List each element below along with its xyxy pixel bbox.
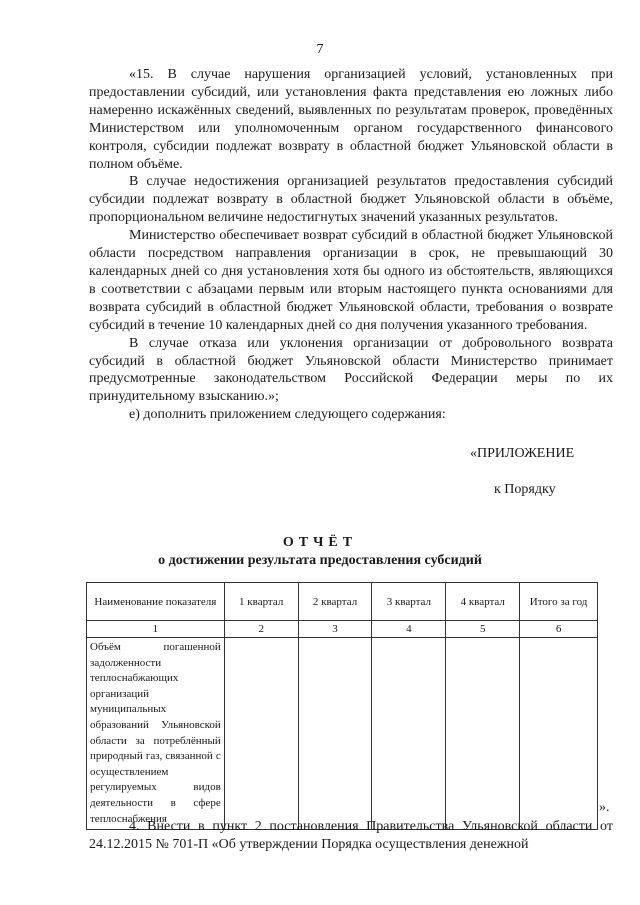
- paragraph-4: В случае отказа или уклонения организации от добровольного возврата субсидий в областной бюджет Ульяновской области Министерство принимает предусмотренные законодательством Российской Федерации меры по их принудительному взысканию.»;: [89, 335, 613, 405]
- closing-text: [89, 818, 613, 854]
- header-q2: 2 квартал: [298, 583, 372, 621]
- cell-total: [520, 638, 598, 830]
- paragraph-3: Министерство обеспечивает возврат субсидий в областной бюджет Ульяновской области посредством направления организации в срок, не превышающий 30 календарных дней со дня установления хотя бы одного из обстоятельств, являющихся в соответствии с абзацами первым или вторым настоящего пункта основаниями для возврата субсидий в областной бюджет Ульяновской области, требования о возврате субсидий в течение 10 календарных дней со дня получения указанного требования.: [89, 228, 613, 333]
- report-title: ОТЧЁТ: [282, 535, 358, 550]
- table-row: [87, 638, 598, 830]
- header-total: Итого за год: [520, 583, 598, 621]
- appendix-label: «ПРИЛОЖЕНИЕ: [470, 446, 575, 461]
- col-number: 2: [224, 621, 298, 638]
- page-number: 7: [316, 42, 324, 57]
- col-number: 6: [520, 621, 598, 638]
- col-number: 1: [87, 621, 225, 638]
- paragraph-5: е) дополнить приложением следующего содержания:: [129, 407, 446, 423]
- body-text: [89, 66, 613, 424]
- cell-q2: [298, 638, 372, 830]
- cell-q1: [224, 638, 298, 830]
- cell-q4: [446, 638, 520, 830]
- table-closing-quote: ».: [599, 800, 610, 815]
- appendix-sub: к Порядку: [494, 482, 556, 497]
- paragraph-2: В случае недостижения организацией результатов предоставления субсидий субсидии подлежат возврату в областной бюджет Ульяновской области в объёме, пропорциональном величине недостигнутых значений указанных результатов.: [89, 174, 613, 226]
- col-number: 3: [298, 621, 372, 638]
- col-number: 4: [372, 621, 446, 638]
- closing-paragraph: 4. Внести в пункт 2 постановления Правительства Ульяновской области от 24.12.2015 № 701-П «Об утверждении Порядка осуществления денежной: [89, 819, 613, 852]
- row-indicator-label: Объём погашенной задолженности теплоснабжающих организаций муниципальных образований Ульяновской области за потреблённый природный газ, связанной с осуществлением регулируемых видов деятельности в сфере теплоснабжения: [87, 638, 225, 830]
- header-q1: 1 квартал: [224, 583, 298, 621]
- col-number: 5: [446, 621, 520, 638]
- cell-q3: [372, 638, 446, 830]
- paragraph-1: «15. В случае нарушения организацией условий, установленных при предоставлении субсидий, или установления факта представления ею ложных либо намеренно искажённых сведений, выявленных по результатам проверок, проведённых Министерством или уполномоченным органом государственного финансового контроля, субсидии подлежат возврату в областной бюджет Ульяновской области в полном объёме.: [89, 67, 613, 172]
- report-table: [86, 582, 598, 830]
- table-number-row: [87, 621, 598, 638]
- header-indicator: Наименование показателя: [87, 583, 225, 621]
- table-header-row: [87, 583, 598, 621]
- header-q4: 4 квартал: [446, 583, 520, 621]
- report-subtitle: о достижении результата предоставления субсидий: [158, 553, 482, 568]
- header-q3: 3 квартал: [372, 583, 446, 621]
